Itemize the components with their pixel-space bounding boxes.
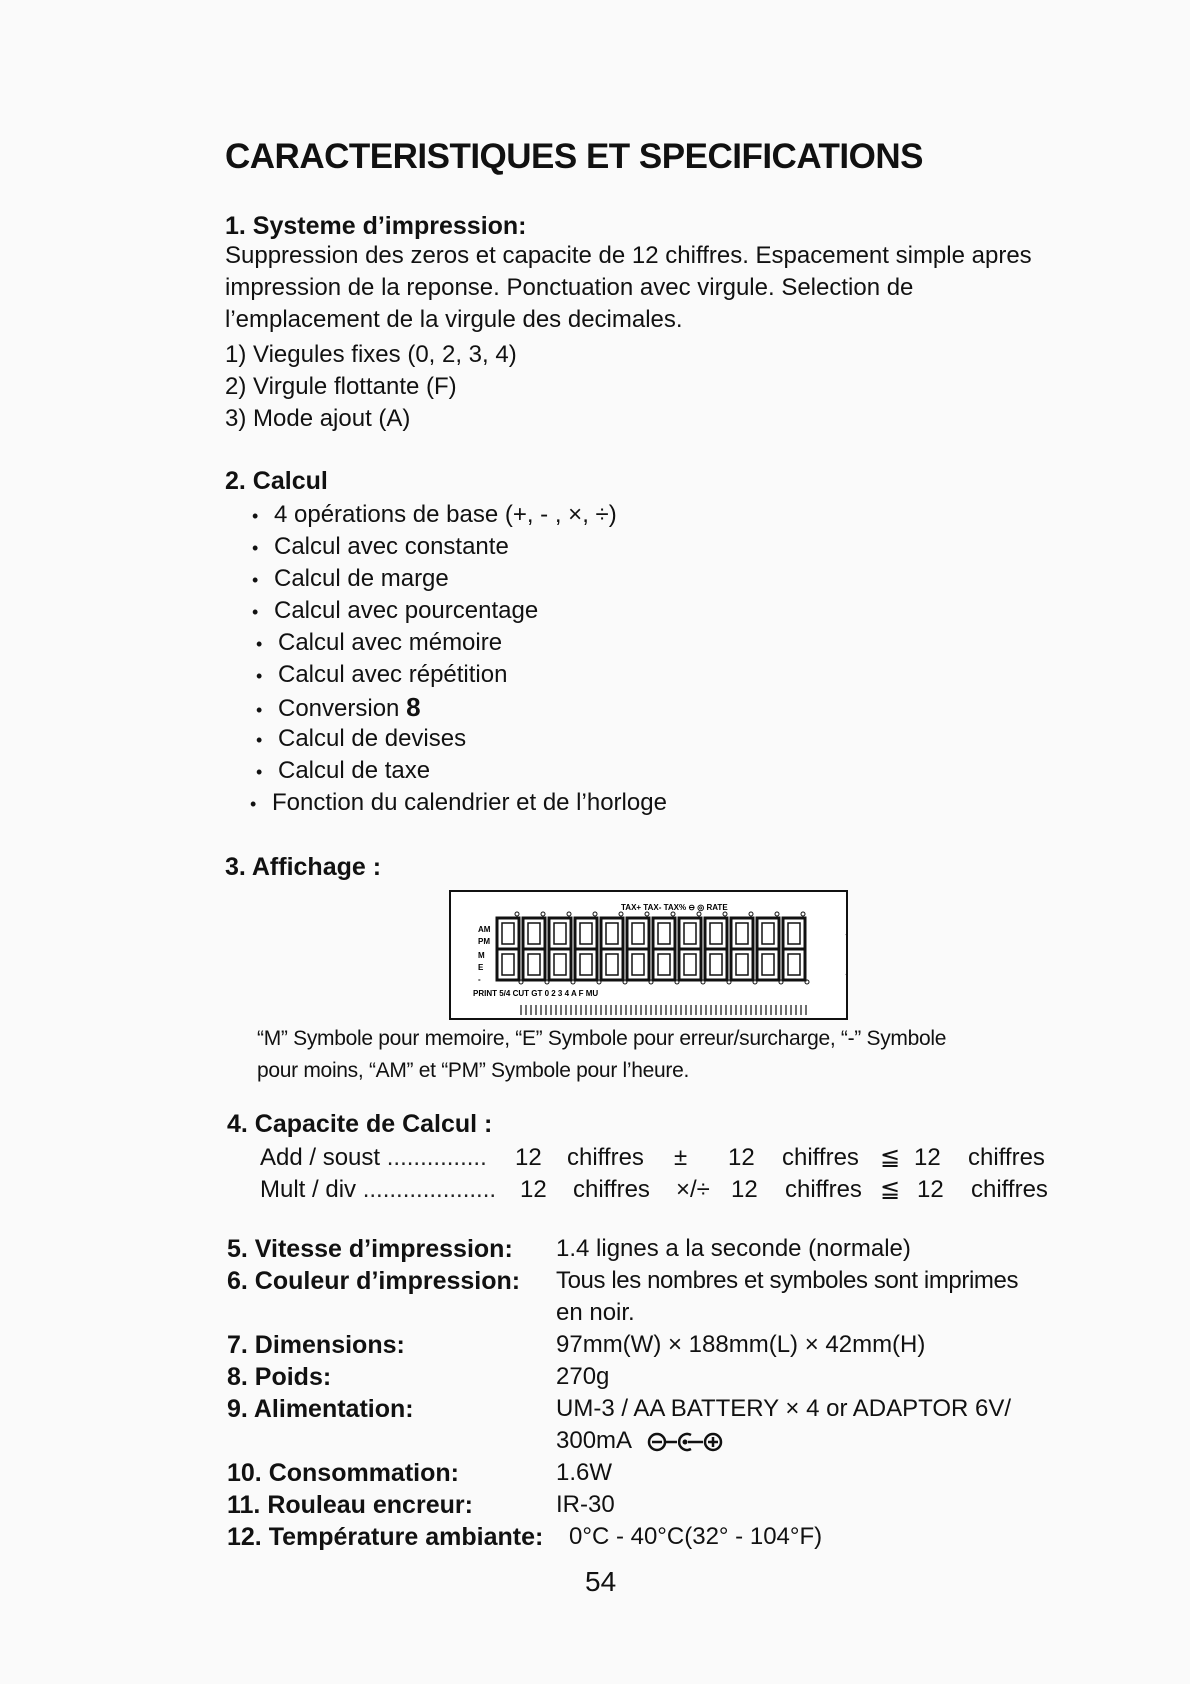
calc-bullet: • Calcul de marge (252, 563, 449, 596)
calc-bullet: • Calcul de devises (256, 723, 466, 756)
lcd-display-svg (451, 892, 846, 1018)
calc-bullet-conversion (256, 691, 421, 726)
lcd-indicator-m: M (478, 951, 485, 960)
capacity-sym2: ≦ (880, 1144, 901, 1171)
spec-label-alimentation: 9. Alimentation: (227, 1395, 414, 1423)
lcd-left-indicators (478, 925, 491, 984)
capacity-row-label (260, 1142, 487, 1174)
power-current: 300mA (556, 1427, 631, 1454)
lcd-digit (731, 912, 757, 984)
calc-bullet: • Calcul de taxe (256, 755, 430, 788)
spec-label-temperature: 12. Température ambiante: (227, 1523, 544, 1551)
lcd-digit (523, 912, 549, 984)
section-1-paragraph: Suppression des zeros et capacite de 12 chiffres. Espacement simple apres impression de la reponse. Ponctuation avec virgule. Selection de l’emplacement de la virgule des decimales. (225, 242, 1032, 333)
leader-dots: .................... (362, 1176, 497, 1203)
capacity-n1: 12 (515, 1144, 542, 1171)
section-3-heading: 3. Affichage : (225, 853, 382, 881)
lcd-digit (575, 912, 601, 984)
conversion-symbol-icon: 8 (406, 692, 421, 722)
section-1-item: 3) Mode ajout (A) (225, 405, 411, 432)
capacity-sym1: ± (674, 1144, 688, 1171)
polarity-icon (647, 1430, 727, 1454)
lcd-indicator-am: AM (478, 925, 491, 934)
capacity-w3: chiffres (971, 1176, 1048, 1203)
capacity-w2: chiffres (782, 1144, 859, 1171)
section-1-item: 1) Viegules fixes (0, 2, 3, 4) (225, 341, 517, 368)
capacity-n2: 12 (731, 1176, 758, 1203)
calc-bullet: • Calcul avec pourcentage (252, 595, 538, 628)
section-4-heading: 4. Capacite de Calcul : (227, 1110, 493, 1138)
spec-label-poids: 8. Poids: (227, 1363, 332, 1391)
capacity-n3: 12 (917, 1176, 944, 1203)
leader-dots: ............... (386, 1144, 487, 1171)
spec-value-poids: 270g (556, 1363, 610, 1390)
capacity-row-label (260, 1174, 496, 1206)
capacity-w2: chiffres (785, 1176, 862, 1203)
section-1-heading: 1. Systeme d’impression: (225, 212, 527, 240)
lcd-tick-row (521, 1005, 806, 1015)
spec-value-rouleau: IR-30 (556, 1491, 615, 1518)
spec-value-dimensions: 97mm(W) × 188mm(L) × 42mm(H) (556, 1331, 926, 1358)
page-number: 54 (585, 1566, 617, 1597)
affichage-note-line1: “M” Symbole pour memoire, “E” Symbole pour erreur/surcharge, “-” Symbole (257, 1027, 947, 1050)
conversion-label: • Conversion (256, 695, 399, 722)
lcd-indicator-minus: - (478, 975, 481, 984)
lcd-digit (497, 912, 523, 984)
calc-bullet: • Calcul avec mémoire (256, 627, 502, 660)
page-title: CARACTERISTIQUES ET SPECIFICATIONS (225, 137, 923, 176)
section-2-heading: 2. Calcul (225, 467, 328, 495)
capacity-n1: 12 (520, 1176, 547, 1203)
lcd-digit (549, 912, 575, 984)
spec-value-alimentation-cont (556, 1427, 727, 1455)
calc-bullet: • Calcul avec constante (252, 531, 509, 564)
calc-bullet: • Fonction du calendrier et de l’horloge (250, 787, 667, 820)
spec-label-consommation: 10. Consommation: (227, 1459, 459, 1487)
capacity-w1: chiffres (567, 1144, 644, 1171)
lcd-digits (497, 912, 809, 984)
capacity-w1: chiffres (573, 1176, 650, 1203)
spec-label-rouleau: 11. Rouleau encreur: (227, 1491, 473, 1519)
lcd-digit (783, 912, 809, 984)
lcd-digit (679, 912, 705, 984)
lcd-top-labels: TAX+ TAX- TAX% ⊖ ◎ RATE (621, 903, 728, 912)
spec-value-consommation: 1.6W (556, 1459, 613, 1486)
section-1-item: 2) Virgule flottante (F) (225, 373, 457, 400)
calc-bullet: • Calcul avec répétition (256, 659, 507, 692)
spec-value-vitesse: 1.4 lignes a la seconde (normale) (556, 1235, 911, 1262)
lcd-indicator-pm: PM (478, 937, 490, 946)
lcd-digit (601, 912, 627, 984)
capacity-w3: chiffres (968, 1144, 1045, 1171)
spec-label-couleur: 6. Couleur d’impression: (227, 1267, 521, 1295)
affichage-note-line2: pour moins, “AM” et “PM” Symbole pour l’heure. (257, 1059, 690, 1082)
capacity-n3: 12 (914, 1144, 941, 1171)
lcd-indicator-e: E (478, 963, 484, 972)
lcd-digit (653, 912, 679, 984)
lcd-digit (705, 912, 731, 984)
capacity-sym2: ≦ (880, 1176, 901, 1203)
capacity-sym1: ×/÷ (676, 1176, 710, 1203)
lcd-bottom-labels: PRINT 5/4 CUT GT 0 2 3 4 A F MU (473, 989, 599, 998)
capacity-op: Add / soust (260, 1144, 381, 1171)
spec-value-temperature: 0°C - 40°C(32° - 104°F) (569, 1523, 823, 1550)
lcd-display-diagram (449, 890, 848, 1020)
spec-value-couleur: Tous les nombres et symboles sont imprimes (556, 1267, 1019, 1294)
lcd-digit (757, 912, 783, 984)
spec-value-couleur-cont: en noir. (556, 1299, 635, 1326)
lcd-digit (627, 912, 653, 984)
spec-label-dimensions: 7. Dimensions: (227, 1331, 405, 1359)
spec-value-alimentation: UM-3 / AA BATTERY × 4 or ADAPTOR 6V/ (556, 1395, 1012, 1422)
capacity-n2: 12 (728, 1144, 755, 1171)
spec-label-vitesse: 5. Vitesse d’impression: (227, 1235, 513, 1263)
calc-bullet: • 4 opérations de base (+, - , ×, ÷) (252, 499, 617, 532)
capacity-op: Mult / div (260, 1176, 357, 1203)
